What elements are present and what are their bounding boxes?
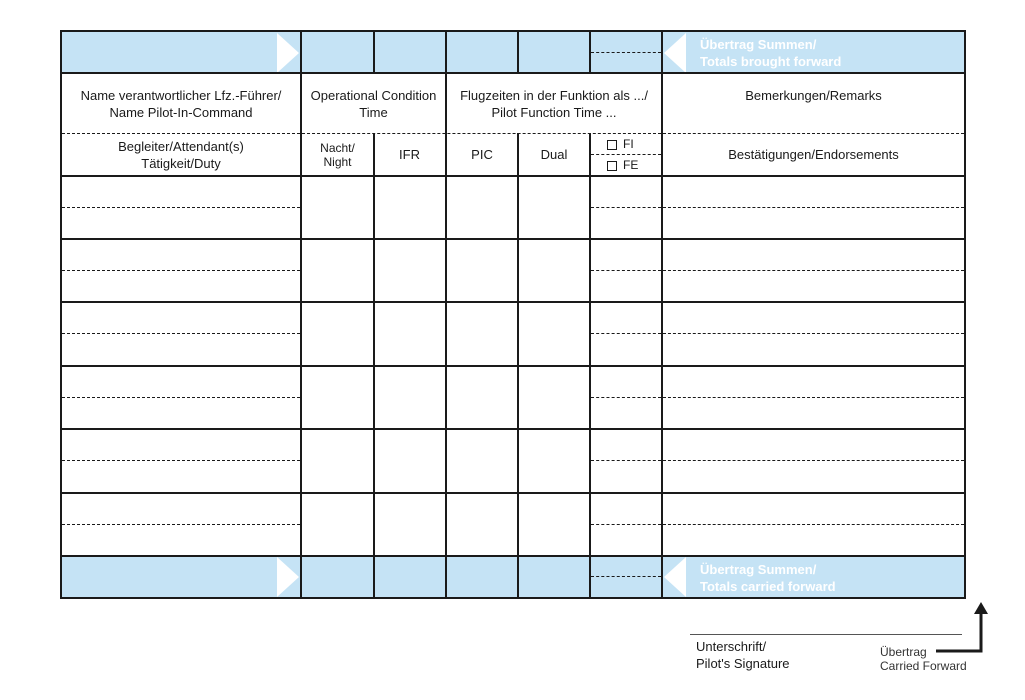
attendant-header <box>62 138 300 172</box>
carried-forward-line-1: Übertrag <box>880 645 927 659</box>
row-dashed-line <box>591 524 661 525</box>
column-line <box>589 133 591 599</box>
pilot-name-header-line-2: Name Pilot-In-Command <box>109 105 253 120</box>
function-time-header <box>447 87 661 121</box>
row-line <box>60 365 966 367</box>
dual-header: Dual <box>540 147 568 162</box>
row-dashed-line <box>663 524 964 525</box>
column-line <box>373 133 375 599</box>
row-dashed-line <box>663 397 964 398</box>
row-dashed-line <box>62 524 300 525</box>
table-border-bottom <box>60 597 966 599</box>
row-dashed-line <box>62 460 300 461</box>
row-dashed-line <box>62 270 300 271</box>
fi-fe-dashed-line <box>591 52 661 53</box>
signature-label <box>696 638 790 672</box>
top-band-label-2: Totals brought forward <box>700 54 842 69</box>
ifr-header: IFR <box>399 147 420 162</box>
op-condition-header <box>302 87 445 121</box>
arrow-right-icon <box>277 33 299 73</box>
row-line <box>60 428 966 430</box>
header-dashed-line <box>663 133 964 134</box>
column-line <box>661 30 663 599</box>
op-condition-header-line-2: Time <box>359 105 388 120</box>
arrow-right-icon <box>277 557 299 597</box>
checkbox-icon <box>607 161 617 171</box>
row-dashed-line <box>62 333 300 334</box>
function-time-header-line-1: Flugzeiten in der Funktion als .../ <box>460 88 648 103</box>
row-line <box>60 492 966 494</box>
row-dashed-line <box>663 270 964 271</box>
row-dashed-line <box>591 207 661 208</box>
row-dashed-line <box>663 333 964 334</box>
table-border-right <box>964 30 966 599</box>
night-header <box>302 141 373 169</box>
carried-forward-arrow-icon <box>930 600 996 660</box>
row-line <box>60 301 966 303</box>
row-line <box>60 555 966 557</box>
row-dashed-line <box>663 207 964 208</box>
column-line <box>373 30 375 73</box>
pilot-name-header-line-1: Name verantwortlicher Lfz.-Führer/ <box>80 88 282 103</box>
row-dashed-line <box>591 397 661 398</box>
fi-checkbox[interactable] <box>607 137 634 151</box>
endorsements-header: Bestätigungen/Endorsements <box>728 147 899 162</box>
fi-fe-dashed-line <box>591 576 661 577</box>
header-dashed-line <box>302 133 661 134</box>
remarks-header: Bemerkungen/Remarks <box>745 88 882 103</box>
row-dashed-line <box>591 333 661 334</box>
row-dashed-line <box>591 460 661 461</box>
row-line <box>60 238 966 240</box>
table-border-top <box>60 30 966 32</box>
fi-label: FI <box>623 137 634 151</box>
checkbox-icon <box>607 140 617 150</box>
function-time-header-line-2: Pilot Function Time ... <box>491 105 617 120</box>
row-dashed-line <box>663 460 964 461</box>
column-line <box>517 133 519 599</box>
carried-forward-line-2: Carried Forward <box>880 659 967 673</box>
arrow-left-icon <box>664 33 686 73</box>
row-dashed-line <box>62 207 300 208</box>
arrow-left-icon <box>664 557 686 597</box>
attendant-header-line-1: Begleiter/Attendant(s) <box>118 139 244 154</box>
column-line <box>517 30 519 73</box>
row-line <box>60 72 966 74</box>
row-dashed-line <box>62 397 300 398</box>
bottom-band-label-2: Totals carried forward <box>700 579 836 594</box>
night-header-line-1: Nacht/ <box>320 141 355 155</box>
op-condition-header-line-1: Operational Condition <box>310 88 437 103</box>
signature-label-line-2: Pilot's Signature <box>696 656 790 671</box>
row-line <box>60 175 966 177</box>
fe-label: FE <box>623 158 639 172</box>
night-header-line-2: Night <box>323 155 352 169</box>
fe-checkbox[interactable] <box>607 158 638 172</box>
top-band-label-1: Übertrag Summen/ <box>700 37 817 52</box>
bottom-band-label-1: Übertrag Summen/ <box>700 562 817 577</box>
signature-label-line-1: Unterschrift/ <box>696 639 767 654</box>
pic-header: PIC <box>471 147 493 162</box>
header-dashed-line <box>62 133 300 134</box>
row-dashed-line <box>591 270 661 271</box>
pilot-name-header <box>62 87 300 121</box>
fi-fe-dashed-line <box>591 154 661 155</box>
signature-line <box>690 634 962 635</box>
attendant-header-line-2: Tätigkeit/Duty <box>141 156 221 171</box>
